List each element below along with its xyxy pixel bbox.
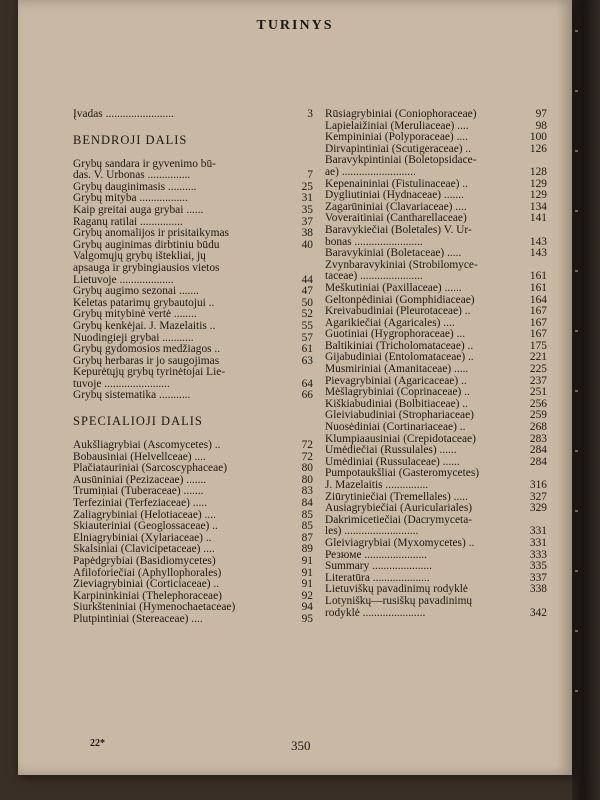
- toc-entry: [73, 344, 313, 356]
- toc-entry: [325, 167, 547, 179]
- toc-entry-title: Plutpintiniai (Stereaceae) ....: [73, 613, 203, 625]
- toc-entry: [73, 367, 313, 379]
- toc-entry-title: Raganų ratilai ...............: [73, 216, 183, 228]
- toc-entry-title: Grybų augimo sezonai .......: [73, 286, 199, 298]
- toc-entry-title: Gleiviagrybiai (Myxomycetes) ..: [325, 537, 475, 549]
- toc-entry-title: Geltonpėdiniai (Gomphidiaceae): [325, 294, 475, 306]
- toc-entry: [325, 538, 547, 550]
- toc-entry-page: 72: [301, 439, 313, 452]
- toc-entry: [73, 275, 313, 287]
- toc-entry: [325, 457, 547, 469]
- toc-entry: [325, 341, 547, 353]
- toc-entry-page: 64: [301, 377, 313, 390]
- toc-entry: [73, 440, 313, 452]
- toc-entry-page: 221: [529, 351, 547, 364]
- toc-entry: [325, 515, 547, 527]
- toc-entry-title: Grybų dauginimasis ..........: [73, 181, 197, 193]
- toc-entry: [73, 475, 313, 487]
- signature-mark: 22*: [90, 738, 105, 749]
- toc-entry-title: Papėdgrybiai (Basidiomycetes): [73, 556, 216, 567]
- toc-entry-title: Įvadas ........................: [73, 109, 174, 120]
- toc-entry: [73, 309, 313, 321]
- toc-entry: [73, 263, 313, 275]
- toc-entry: [73, 251, 313, 263]
- toc-entry-page: 237: [529, 374, 547, 387]
- toc-entry-title: Rūsiagrybiniai (Coniophoraceae): [325, 109, 477, 120]
- page-number: 350: [291, 738, 311, 753]
- toc-entry: [73, 333, 313, 345]
- toc-entry: [73, 498, 313, 510]
- toc-entry-title: Grybų gydomosios medžiagos ..: [73, 344, 221, 356]
- toc-entry-page: 316: [529, 479, 547, 491]
- toc-entry-title: Meškutiniai (Paxillaceae) ......: [325, 282, 462, 294]
- toc-entry-page: 338: [529, 583, 547, 596]
- toc-entry-title: Bobausiniai (Helvellceae) ....: [73, 451, 206, 463]
- toc-entry-title: Musmiriniai (Amanitaceae) .....: [325, 364, 469, 376]
- toc-entry-page: 80: [301, 473, 313, 486]
- toc-entry-title: Ūmėdiečiai (Russulales) ......: [325, 445, 457, 457]
- toc-entry-page: 94: [301, 601, 313, 614]
- toc-entry: [325, 109, 547, 121]
- toc-entry: [325, 202, 547, 214]
- toc-entry-page: 337: [529, 571, 547, 584]
- toc-entry-title: Baravykpintiniai (Boletopsidace-: [325, 155, 477, 167]
- toc-entry-page: 128: [529, 165, 547, 178]
- toc-entry-title: Grybų kenkėjai. J. Mazelaitis ..: [73, 320, 216, 332]
- toc-entry-page: 256: [529, 397, 547, 410]
- toc-entry-page: 50: [301, 296, 313, 309]
- toc-entry-title: Резюме ......................: [325, 549, 427, 561]
- toc-entry: [73, 533, 313, 545]
- toc-entry-page: 167: [529, 328, 547, 341]
- toc-entry: [325, 295, 547, 307]
- toc-entry: [73, 486, 313, 498]
- toc-entry-title: Gijabudiniai (Entolomataceae) ..: [325, 352, 474, 364]
- toc-entry-page: 63: [301, 354, 313, 367]
- toc-entry: [73, 390, 313, 402]
- toc-entry: [73, 591, 313, 603]
- toc-entry-title: Grybų auginimas dirbtiniu būdu: [73, 239, 220, 251]
- toc-entry-title: Žieviagrybiniai (Corticiaceae) ..: [73, 579, 220, 591]
- toc-entry-page: 97: [535, 108, 547, 120]
- toc-entry-title: Ausiagrybiečiai (Auriculariales): [325, 503, 473, 515]
- toc-entry-page: 284: [529, 444, 547, 457]
- toc-entry-page: 35: [301, 203, 313, 216]
- toc-entry-title: Lietuviškų pavadinimų rodyklė: [325, 584, 468, 596]
- toc-entry-title: Valgomųjų grybų ištekliai, jų: [73, 251, 206, 263]
- toc-entry: [325, 468, 547, 480]
- toc-entry-title: Kempininiai (Polyporaceae) ....: [325, 132, 468, 144]
- toc-entry-page: 141: [529, 212, 547, 225]
- toc-entry: [73, 452, 313, 464]
- toc-entry-page: 55: [301, 319, 313, 332]
- toc-entry-title: Šiurkšteniniai (Hymenochaetaceae): [73, 602, 236, 614]
- toc-entry: [325, 434, 547, 446]
- toc-entry-page: 342: [529, 606, 547, 619]
- toc-entry-page: 89: [301, 543, 313, 556]
- toc-entry: [325, 318, 547, 330]
- toc-entry: [73, 614, 313, 626]
- toc-entry: [73, 544, 313, 556]
- toc-entry-page: 84: [301, 497, 313, 510]
- toc-entry-page: 335: [529, 560, 547, 573]
- toc-entry-page: 283: [529, 432, 547, 445]
- toc-entry-page: 175: [529, 339, 547, 352]
- toc-entry-page: 134: [529, 200, 547, 213]
- toc-entry-title: Pumpotaukšliai (Gasteromycetes): [325, 468, 480, 480]
- toc-entry-page: 38: [301, 227, 313, 240]
- toc-entry: [325, 179, 547, 191]
- toc-entry: [73, 379, 313, 391]
- toc-entry: [325, 283, 547, 295]
- toc-entry: [73, 228, 313, 240]
- toc-entry-title: rodyklė ......................: [325, 607, 426, 619]
- toc-entry-title: Terfeziniai (Terfeziaceae) .....: [73, 498, 208, 510]
- toc-entry-title: Lapielaižiniai (Meruliaceae) ....: [325, 120, 469, 132]
- toc-entry-title: Žiūrytiniečiai (Tremellales) .....: [325, 491, 468, 503]
- toc-entry-title: Kepurėtųjų grybų tyrinėtojai Lie-: [73, 367, 226, 379]
- toc-entry-title: Trumiņiai (Tuberaceae) .......: [73, 486, 204, 498]
- toc-entry-page: 129: [529, 189, 547, 202]
- toc-entry-title: apsauga ir grybingiausios vietos: [73, 262, 220, 274]
- section-heading-general: BENDROJI DALIS: [73, 132, 188, 147]
- toc-entry-title: Gleiviabudiniai (Strophariaceae): [325, 410, 474, 422]
- toc-entry-page: 167: [529, 316, 547, 329]
- toc-entry: [325, 492, 547, 504]
- toc-entry-title: Žagarūniniai (Clavariaceae) ....: [325, 201, 467, 213]
- toc-entry-page: 98: [535, 119, 547, 132]
- toc-entry-page: 83: [301, 485, 313, 498]
- toc-entry-title: Voveraitiniai (Cantharellaceae): [325, 213, 467, 225]
- toc-entry-title: Mėšlagrybiniai (Coprinaceae) ..: [325, 387, 470, 399]
- toc-entry: [73, 182, 313, 194]
- toc-entry-page: 37: [301, 215, 313, 228]
- toc-entry: [73, 463, 313, 475]
- toc-entry-title: Plačiatauriniai (Sarcoscyphaceae): [73, 463, 228, 475]
- toc-entry-page: 129: [529, 177, 547, 190]
- toc-entry-title: Grybų herbaras ir jo saugojimas: [73, 355, 220, 367]
- toc-entry-page: 91: [301, 566, 313, 579]
- toc-entry-page: 329: [529, 502, 547, 515]
- toc-entry-page: 31: [301, 192, 313, 205]
- toc-entry: [73, 109, 313, 121]
- left-column: [73, 109, 313, 626]
- toc-entry: [325, 376, 547, 388]
- toc-entry-page: 72: [301, 450, 313, 463]
- toc-entry-page: 331: [529, 525, 547, 538]
- right-column: [325, 109, 547, 619]
- toc-entry: [325, 399, 547, 411]
- toc-entry: [73, 159, 313, 171]
- toc-entry-page: 95: [301, 612, 313, 625]
- toc-entry-title: Lotyniškų—rusiškų pavadinimų: [325, 595, 473, 607]
- page-title: TURINYS: [256, 18, 334, 33]
- toc-entry-title: Nuosėdiniai (Cortinariaceae) ..: [325, 422, 466, 434]
- toc-entry: [325, 237, 547, 249]
- toc-entry-title: les) ..........................: [325, 526, 419, 538]
- toc-entry: [73, 170, 313, 182]
- toc-entry-page: 251: [529, 386, 547, 399]
- toc-entry-page: 333: [529, 548, 547, 561]
- toc-entry-page: 284: [529, 455, 547, 468]
- toc-entry: [73, 298, 313, 310]
- toc-entry-page: 25: [301, 180, 313, 193]
- toc-entry-page: 268: [529, 421, 547, 434]
- toc-entry: [325, 329, 547, 341]
- toc-entry: [325, 445, 547, 457]
- toc-entry: [325, 387, 547, 399]
- toc-entry-title: Baravykiečiai (Boletales) V. Ur-: [325, 224, 472, 236]
- toc-entry: [73, 556, 313, 568]
- toc-entry: [325, 155, 547, 167]
- toc-entry: [325, 271, 547, 283]
- toc-entry: [73, 286, 313, 298]
- toc-entry: [325, 480, 547, 492]
- toc-entry-title: Skalsiniai (Clavicipetaceae) ....: [73, 544, 215, 556]
- toc-entry-title: Baltikiniai (Tricholomataceae) ..: [325, 340, 474, 352]
- toc-entry-title: Afiloforiečiai (Aphyllophorales): [73, 567, 222, 579]
- toc-entry-page: 52: [301, 308, 313, 321]
- toc-entry-page: 100: [529, 131, 547, 144]
- toc-entry: [325, 132, 547, 144]
- toc-entry-title: Lietuvoje ...................: [73, 274, 174, 286]
- toc-entry-title: Summary .....................: [325, 561, 432, 573]
- toc-entry-page: 143: [529, 247, 547, 260]
- toc-entry-page: 3: [307, 108, 313, 120]
- toc-entry: [325, 526, 547, 538]
- toc-entry-title: Agarikiečiai (Agaricales) ....: [325, 317, 455, 329]
- toc-entry-title: Baravykiniai (Boletaceae) .....: [325, 248, 462, 260]
- toc-entry-title: Grybų mitybinė vertė ........: [73, 309, 197, 321]
- toc-entry: [325, 422, 547, 434]
- toc-entry-title: Literatūra ....................: [325, 572, 430, 584]
- book-page: [18, 0, 572, 775]
- toc-entry-page: 331: [529, 536, 547, 549]
- toc-entry: [73, 217, 313, 229]
- toc-entry-title: Karpininkiniai (Thelephoraceae): [73, 590, 222, 602]
- toc-entry: [325, 608, 547, 620]
- toc-entry-page: 80: [301, 462, 313, 475]
- toc-entry: [73, 602, 313, 614]
- toc-entry-title: Kreivabudiniai (Pleurotaceae) ..: [325, 306, 471, 318]
- toc-entry: [325, 260, 547, 272]
- toc-entry-title: Kiškiabudiniai (Bolbitiaceae) ..: [325, 398, 468, 410]
- toc-entry-page: 47: [301, 285, 313, 298]
- toc-entry-page: 161: [529, 270, 547, 283]
- toc-entry: [73, 356, 313, 368]
- toc-entry: [73, 579, 313, 591]
- toc-entry-title: Keletas patarimų grybautojui ..: [73, 297, 215, 309]
- toc-entry-page: 40: [301, 238, 313, 251]
- toc-entry: [325, 190, 547, 202]
- toc-entry-page: 66: [301, 389, 313, 402]
- toc-entry: [325, 573, 547, 585]
- toc-entry-title: Žaliagrybiniai (Helotiaceae) ....: [73, 509, 216, 521]
- toc-entry-title: Elniagrybiniai (Xylariaceae) ..: [73, 532, 212, 544]
- toc-entry-page: 167: [529, 305, 547, 318]
- toc-entry-page: 225: [529, 363, 547, 376]
- toc-entry: [325, 248, 547, 260]
- toc-entry-page: 259: [529, 409, 547, 422]
- toc-entry-title: Nuodingieji grybai ...........: [73, 332, 194, 344]
- toc-entry-page: 57: [301, 331, 313, 344]
- section-heading-special: SPECIALIOJI DALIS: [73, 414, 203, 429]
- toc-entry-page: 327: [529, 490, 547, 503]
- toc-entry: [73, 193, 313, 205]
- toc-entry-page: 91: [301, 555, 313, 567]
- toc-entry: [325, 596, 547, 608]
- toc-entry: [325, 550, 547, 562]
- toc-entry-title: taceae) ......................: [325, 271, 423, 283]
- toc-entry-page: 126: [529, 142, 547, 155]
- toc-entry-title: Grybų mityba .................: [73, 193, 188, 205]
- binding-stitches: [575, 30, 578, 750]
- toc-entry-title: Dirvapintiniai (Scutigeraceae) ..: [325, 143, 472, 155]
- toc-entry: [73, 321, 313, 333]
- toc-entry-title: Kaip greitai auga grybai ......: [73, 204, 204, 216]
- toc-entry: [73, 205, 313, 217]
- toc-entry: [325, 364, 547, 376]
- toc-entry-title: Guotiniai (Hygrophoraceae) ...: [325, 329, 466, 341]
- toc-entry-page: 85: [301, 520, 313, 533]
- toc-entry-page: 61: [301, 343, 313, 356]
- toc-entry-title: Skiauteriniai (Geoglossaceae) ..: [73, 521, 218, 533]
- toc-entry: [73, 240, 313, 252]
- toc-entry-title: Ausūniniai (Pezizaceae) .......: [73, 474, 207, 486]
- toc-entry: [325, 144, 547, 156]
- toc-entry-title: Grybų sandara ir gyvenimo bū-: [73, 158, 216, 170]
- toc-entry: [73, 510, 313, 522]
- toc-entry-page: 91: [301, 578, 313, 591]
- toc-entry-title: Dygliutiniai (Hydnaceae) .......: [325, 190, 464, 202]
- toc-entry-page: 87: [301, 531, 313, 544]
- toc-entry-title: Aukšliagrybiai (Ascomycetes) ..: [73, 440, 221, 452]
- toc-entry: [325, 121, 547, 133]
- toc-entry-title: Pievagrybiniai (Agaricaceae) ..: [325, 375, 467, 387]
- toc-entry-title: Dakrimicetiečiai (Dacrymyceta-: [325, 514, 473, 526]
- toc-entry: [325, 503, 547, 515]
- toc-entry-title: J. Mazelaitis ...............: [325, 480, 429, 491]
- toc-entry-title: bonas ........................: [325, 236, 423, 248]
- toc-entry: [325, 561, 547, 573]
- toc-entry-page: 85: [301, 508, 313, 521]
- toc-entry-page: 164: [529, 293, 547, 306]
- toc-entry-title: das. V. Urbonas ...............: [73, 170, 191, 182]
- book-spine: [572, 0, 600, 800]
- toc-entry-page: 92: [301, 589, 313, 602]
- toc-entry-title: tuvoje .......................: [73, 378, 170, 390]
- toc-entry: [325, 352, 547, 364]
- toc-entry-page: 7: [307, 169, 313, 182]
- toc-entry-title: Klumpiaausiniai (Crepidotaceae): [325, 433, 476, 445]
- toc-entry-title: Žvynbaravykiniai (Strobilomyce-: [325, 259, 478, 271]
- toc-entry: [325, 306, 547, 318]
- toc-entry-title: Kepenaininiai (Fistulinaceae) ..: [325, 178, 468, 190]
- toc-entry: [325, 410, 547, 422]
- toc-entry: [325, 225, 547, 237]
- toc-entry: [73, 568, 313, 580]
- toc-entry-page: 44: [301, 273, 313, 286]
- toc-entry-title: Grybų anomalijos ir prisitaikymas: [73, 228, 229, 240]
- toc-entry-title: Ūmėdiniai (Russulaceae) ......: [325, 456, 460, 468]
- toc-entry-title: ae) ..........................: [325, 166, 416, 178]
- toc-entry-page: 161: [529, 281, 547, 294]
- toc-entry: [325, 584, 547, 596]
- toc-entry-title: Grybų sistematika ...........: [73, 390, 191, 402]
- toc-entry: [325, 213, 547, 225]
- toc-entry-page: 143: [529, 235, 547, 248]
- toc-entry: [73, 521, 313, 533]
